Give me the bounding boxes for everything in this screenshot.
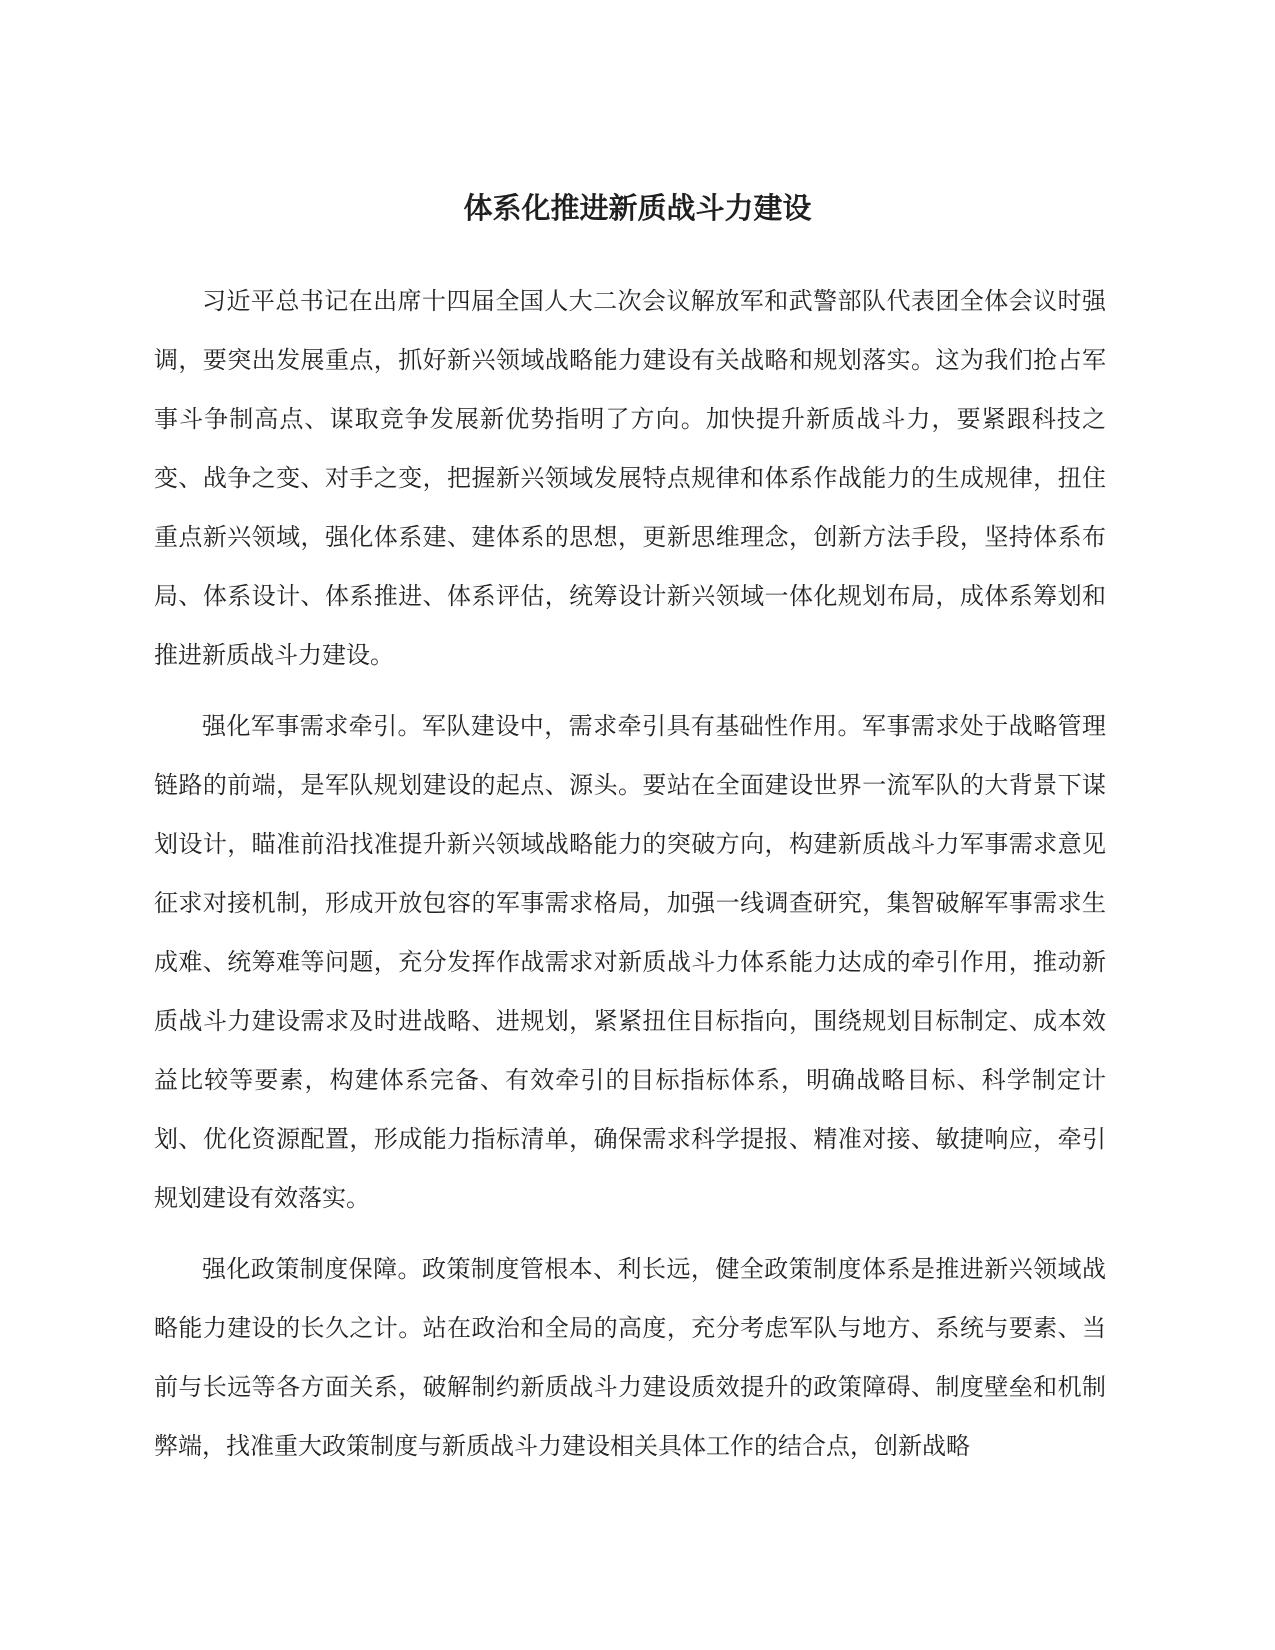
document-title: 体系化推进新质战斗力建设 (463, 191, 812, 225)
paragraph-policy-system: 强化政策制度保障。政策制度管根本、利长远，健全政策制度体系是推进新兴领域战略能力建设的长久之计。站在政治和全局的高度，充分考虑军队与地方、系统与要素、当前与长远等各方面关系，破解制约新质战斗力建设质效提升的政策障碍、制度壁垒和机制弊端，找准重大政策制度与新质战斗力建设相关具体工作的结合点，创新战略 (154, 1255, 1106, 1460)
paragraph-military-demand: 强化军事需求牵引。军队建设中，需求牵引具有基础性作用。军事需求处于战略管理链路的前端，是军队规划建设的起点、源头。要站在全面建设世界一流军队的大背景下谋划设计，瞄准前沿找准提升新兴领域战略能力的突破方向，构建新质战斗力军事需求意见征求对接机制，形成开放包容的军事需求格局，加强一线调查研究，集智破解军事需求生成难、统筹难等问题，充分发挥作战需求对新质战斗力体系能力达成的牵引作用，推动新质战斗力建设需求及时进战略、进规划，紧紧扭住目标指向，围绕规划目标制定、成本效益比较等要素，构建体系完备、有效牵引的目标指标体系，明确战略目标、科学制定计划、优化资源配置，形成能力指标清单，确保需求科学提报、精准对接、敏捷响应，牵引规划建设有效落实。 (154, 712, 1106, 1212)
paragraph-intro: 习近平总书记在出席十四届全国人大二次会议解放军和武警部队代表团全体会议时强调，要突出发展重点，抓好新兴领域战略能力建设有关战略和规划落实。这为我们抢占军事斗争制高点、谋取竞争发展新优势指明了方向。加快提升新质战斗力，要紧跟科技之变、战争之变、对手之变，把握新兴领域发展特点规律和体系作战能力的生成规律，扭住重点新兴领域，强化体系建、建体系的思想，更新思维理念，创新方法手段，坚持体系布局、体系设计、体系推进、体系评估，统筹设计新兴领域一体化规划布局，成体系筹划和推进新质战斗力建设。 (154, 287, 1106, 669)
document-body (154, 272, 1106, 1488)
